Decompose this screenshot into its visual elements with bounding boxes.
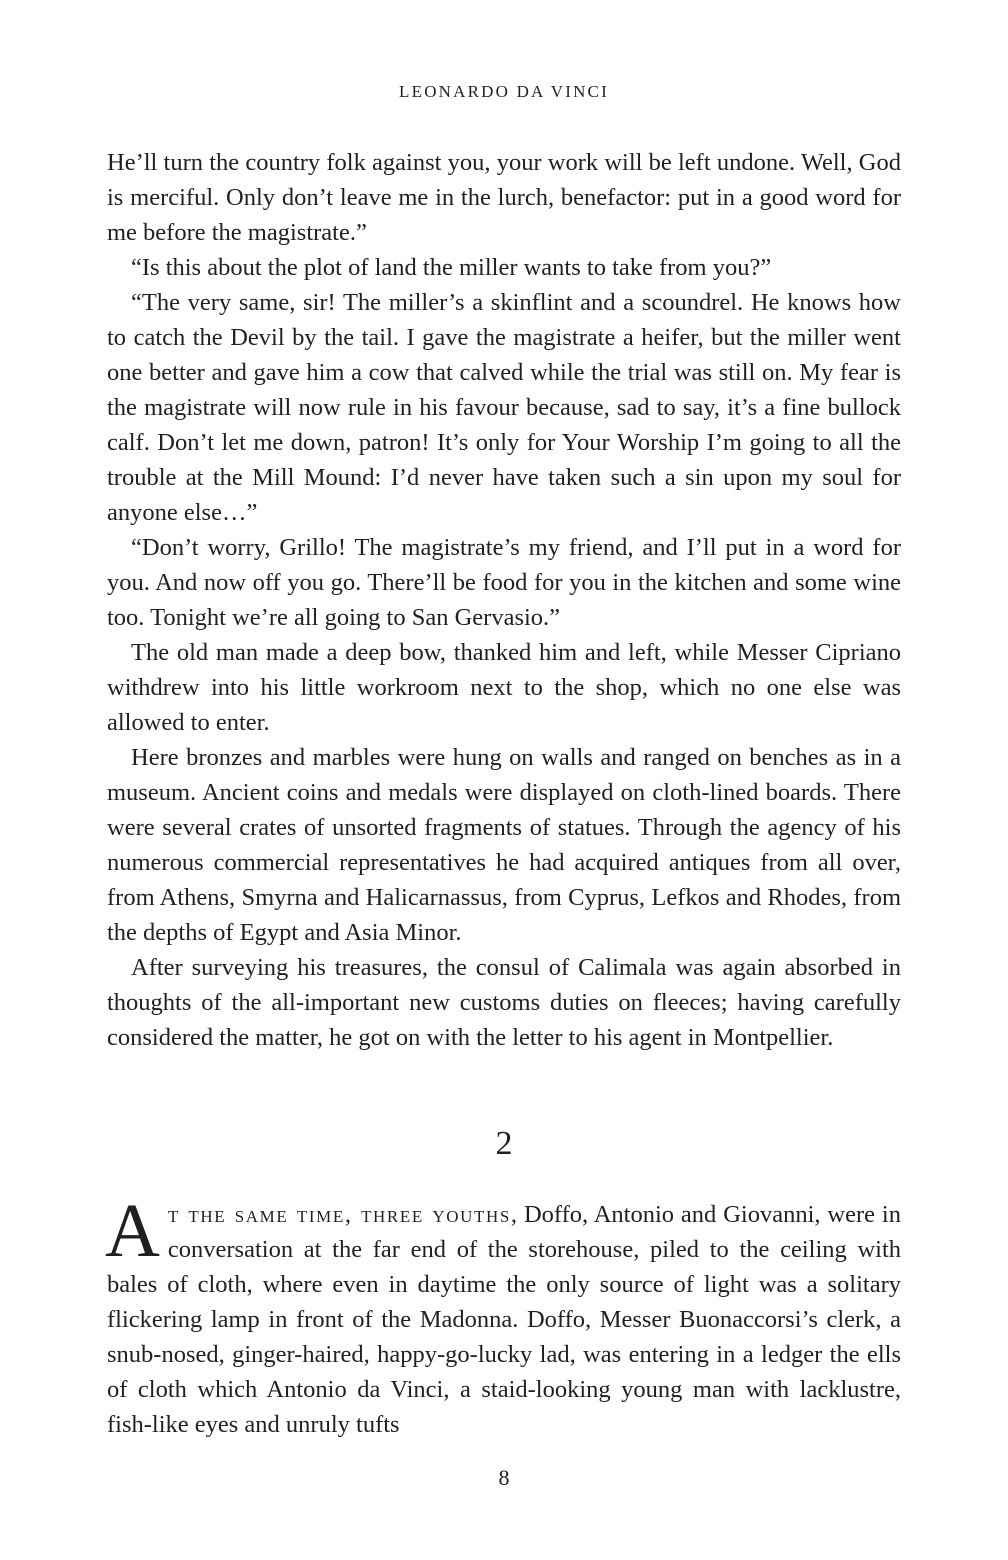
paragraph: “Don’t worry, Grillo! The magistrate’s my friend, and I’ll put in a word for you. And now off you go. There’ll be food for you in the kitchen and some wine too. Tonight we’re all going to San Gervasio.” bbox=[107, 534, 901, 631]
body-text-before-chapter bbox=[107, 145, 901, 1055]
page-number: 8 bbox=[498, 1465, 510, 1490]
paragraph: He’ll turn the country folk against you, your work will be left undone. Well, God is merciful. Only don’t leave me in the lurch, benefactor: put in a good word for me before the magistrate.” bbox=[107, 149, 901, 246]
paragraph: “The very same, sir! The miller’s a skinflint and a scoundrel. He knows how to catch the Devil by the tail. I gave the magistrate a heifer, but the miller went one better and gave him a cow that calved while the trial was still on. My fear is the magistrate will now rule in his favour because, sad to say, it’s a fine bullock calf. Don’t let me down, patron! It’s only for Your Worship I’m going to all the trouble at the Mill Mound: I’d never have taken such a sin upon my soul for anyone else…” bbox=[107, 289, 901, 526]
drop-cap: A bbox=[105, 1189, 160, 1273]
paragraph: Here bronzes and marbles were hung on walls and ranged on benches as in a museum. Ancient coins and medals were displayed on cloth-lined boards. There were several crates of unsorted fragments of statues. Through the agency of his numerous commercial representatives he had acquired antiques from all over, from Athens, Smyrna and Halicarnassus, from Cyprus, Lefkos and Rhodes, from the depths of Egypt and Asia Minor. bbox=[107, 744, 901, 946]
paragraph: The old man made a deep bow, thanked him and left, while Messer Cipriano withdrew into his little workroom next to the shop, which no one else was allowed to enter. bbox=[107, 639, 901, 736]
opening-paragraph bbox=[105, 1189, 901, 1442]
paragraph: “Is this about the plot of land the miller wants to take from you?” bbox=[131, 254, 772, 281]
opening-text: , Doffo, Antonio and Giovanni, were in conversation at the far end of the storehouse, piled to the ceiling with bales of cloth, where even in daytime the only source of light was a solitary flickering lamp in front of the Madonna. Doffo, Messer Buonaccorsi’s clerk, a snub-nosed, ginger-haired, happy-go-lucky lad, was entering in a ledger the ells of cloth which Antonio da Vinci, a staid-looking young man with lacklustre, fish-like eyes and unruly tufts bbox=[107, 1201, 901, 1438]
chapter-number: 2 bbox=[495, 1125, 513, 1162]
running-head: LEONARDO DA VINCI bbox=[399, 82, 609, 101]
paragraph: After surveying his treasures, the consul of Calimala was again absorbed in thoughts of the all-important new customs duties on fleeces; having carefully considered the matter, he got on with the letter to his agent in Montpellier. bbox=[107, 954, 901, 1051]
small-caps-lead: t the same time, three youths bbox=[167, 1201, 511, 1228]
chapter-opening-text bbox=[105, 1189, 901, 1442]
